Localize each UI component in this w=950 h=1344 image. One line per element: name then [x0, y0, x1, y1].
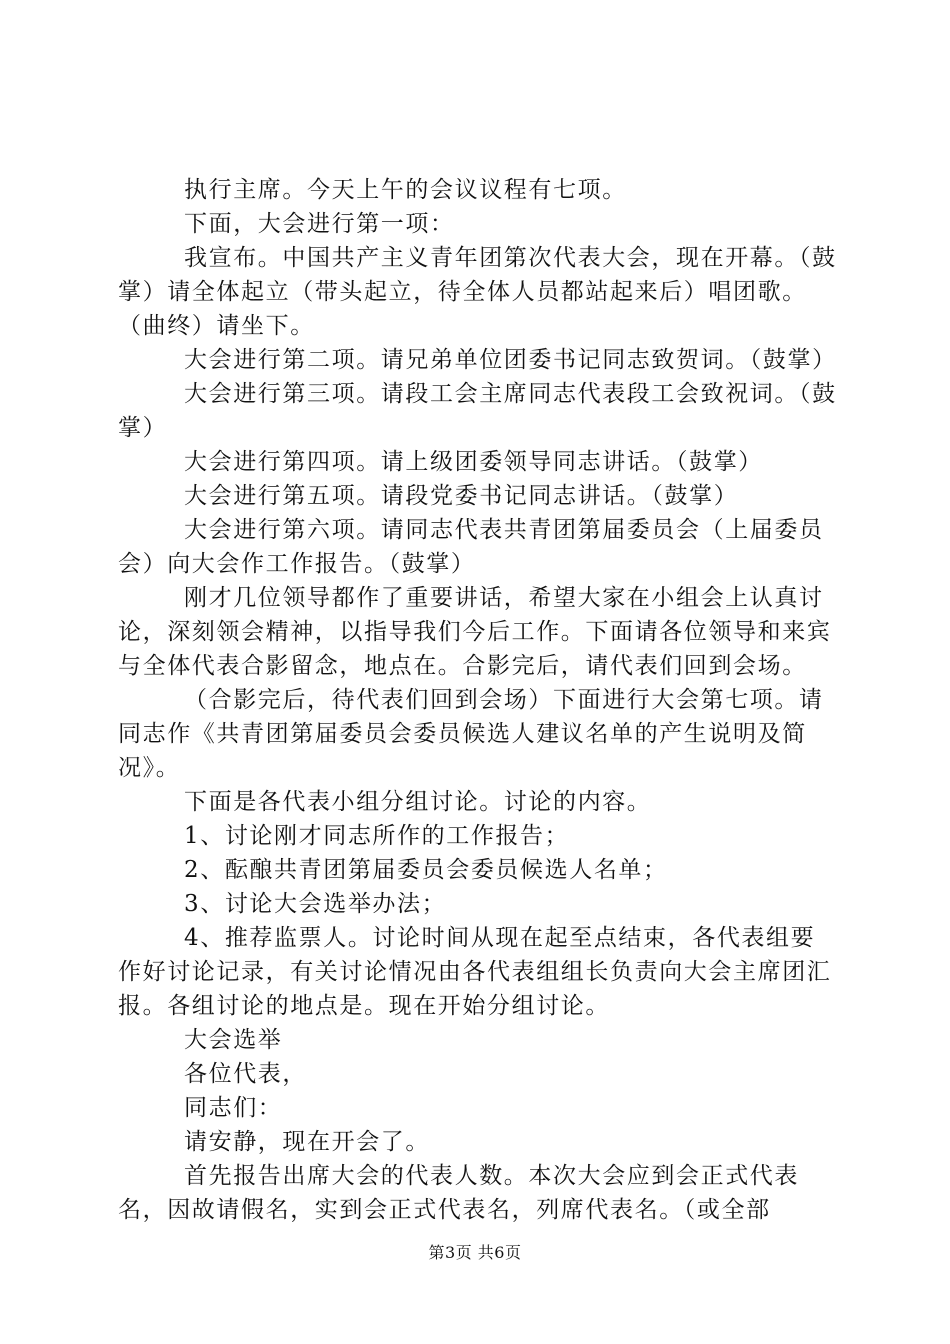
- list-item: 3、讨论大会选举办法；: [184, 891, 447, 917]
- page-number-footer: 第3页 共6页: [428, 1243, 522, 1262]
- section-heading: 大会选举: [184, 1027, 283, 1053]
- paragraph: 执行主席。今天上午的会议议程有七项。: [184, 177, 627, 203]
- paragraph: 首先报告出席大会的代表人数。本次大会应到会正式代表名，因故请假名，实到会正式代表名，列席代表名。（或全部: [118, 1163, 799, 1223]
- paragraph: 下面，大会进行第一项：: [184, 211, 455, 237]
- paragraph: 大会进行第二项。请兄弟单位团委书记同志致贺词。（鼓掌）: [184, 347, 837, 373]
- list-item: 2、酝酿共青团第届委员会委员候选人名单；: [184, 857, 668, 883]
- paragraph: 请安静，现在开会了。: [184, 1129, 430, 1155]
- paragraph: （合影完后，待代表们回到会场）下面进行大会第七项。请同志作《共青团第届委员会委员候选人建议名单的产生说明及简况》。: [118, 687, 824, 781]
- paragraph: 同志们：: [184, 1095, 283, 1121]
- document-body: [118, 173, 838, 1227]
- paragraph: 刚才几位领导都作了重要讲话，希望大家在小组会上认真讨论，深刻领会精神，以指导我们今后工作。下面请各位领导和来宾与全体代表合影留念，地点在。合影完后，请代表们回到会场。: [118, 585, 832, 679]
- list-item: 4、推荐监票人。讨论时间从现在起至点结束，各代表组要作好讨论记录，有关讨论情况由各代表组组长负责向大会主席团汇报。各组讨论的地点是。现在开始分组讨论。: [118, 925, 832, 1019]
- list-item: 1、讨论刚才同志所作的工作报告；: [184, 823, 570, 849]
- paragraph: 大会进行第五项。请段党委书记同志讲话。（鼓掌）: [184, 483, 739, 509]
- paragraph: 大会进行第三项。请段工会主席同志代表段工会致祝词。（鼓掌）: [118, 381, 837, 441]
- paragraph: 大会进行第六项。请同志代表共青团第届委员会（上届委员会）向大会作工作报告。（鼓掌）: [118, 517, 824, 577]
- paragraph: 下面是各代表小组分组讨论。讨论的内容。: [184, 789, 652, 815]
- paragraph: 大会进行第四项。请上级团委领导同志讲话。（鼓掌）: [184, 449, 763, 475]
- paragraph: 我宣布。中国共产主义青年团第次代表大会，现在开幕。（鼓掌）请全体起立（带头起立，待全体人员都站起来后）唱团歌。（曲终）请坐下。: [118, 245, 837, 339]
- paragraph: 各位代表，: [184, 1061, 307, 1087]
